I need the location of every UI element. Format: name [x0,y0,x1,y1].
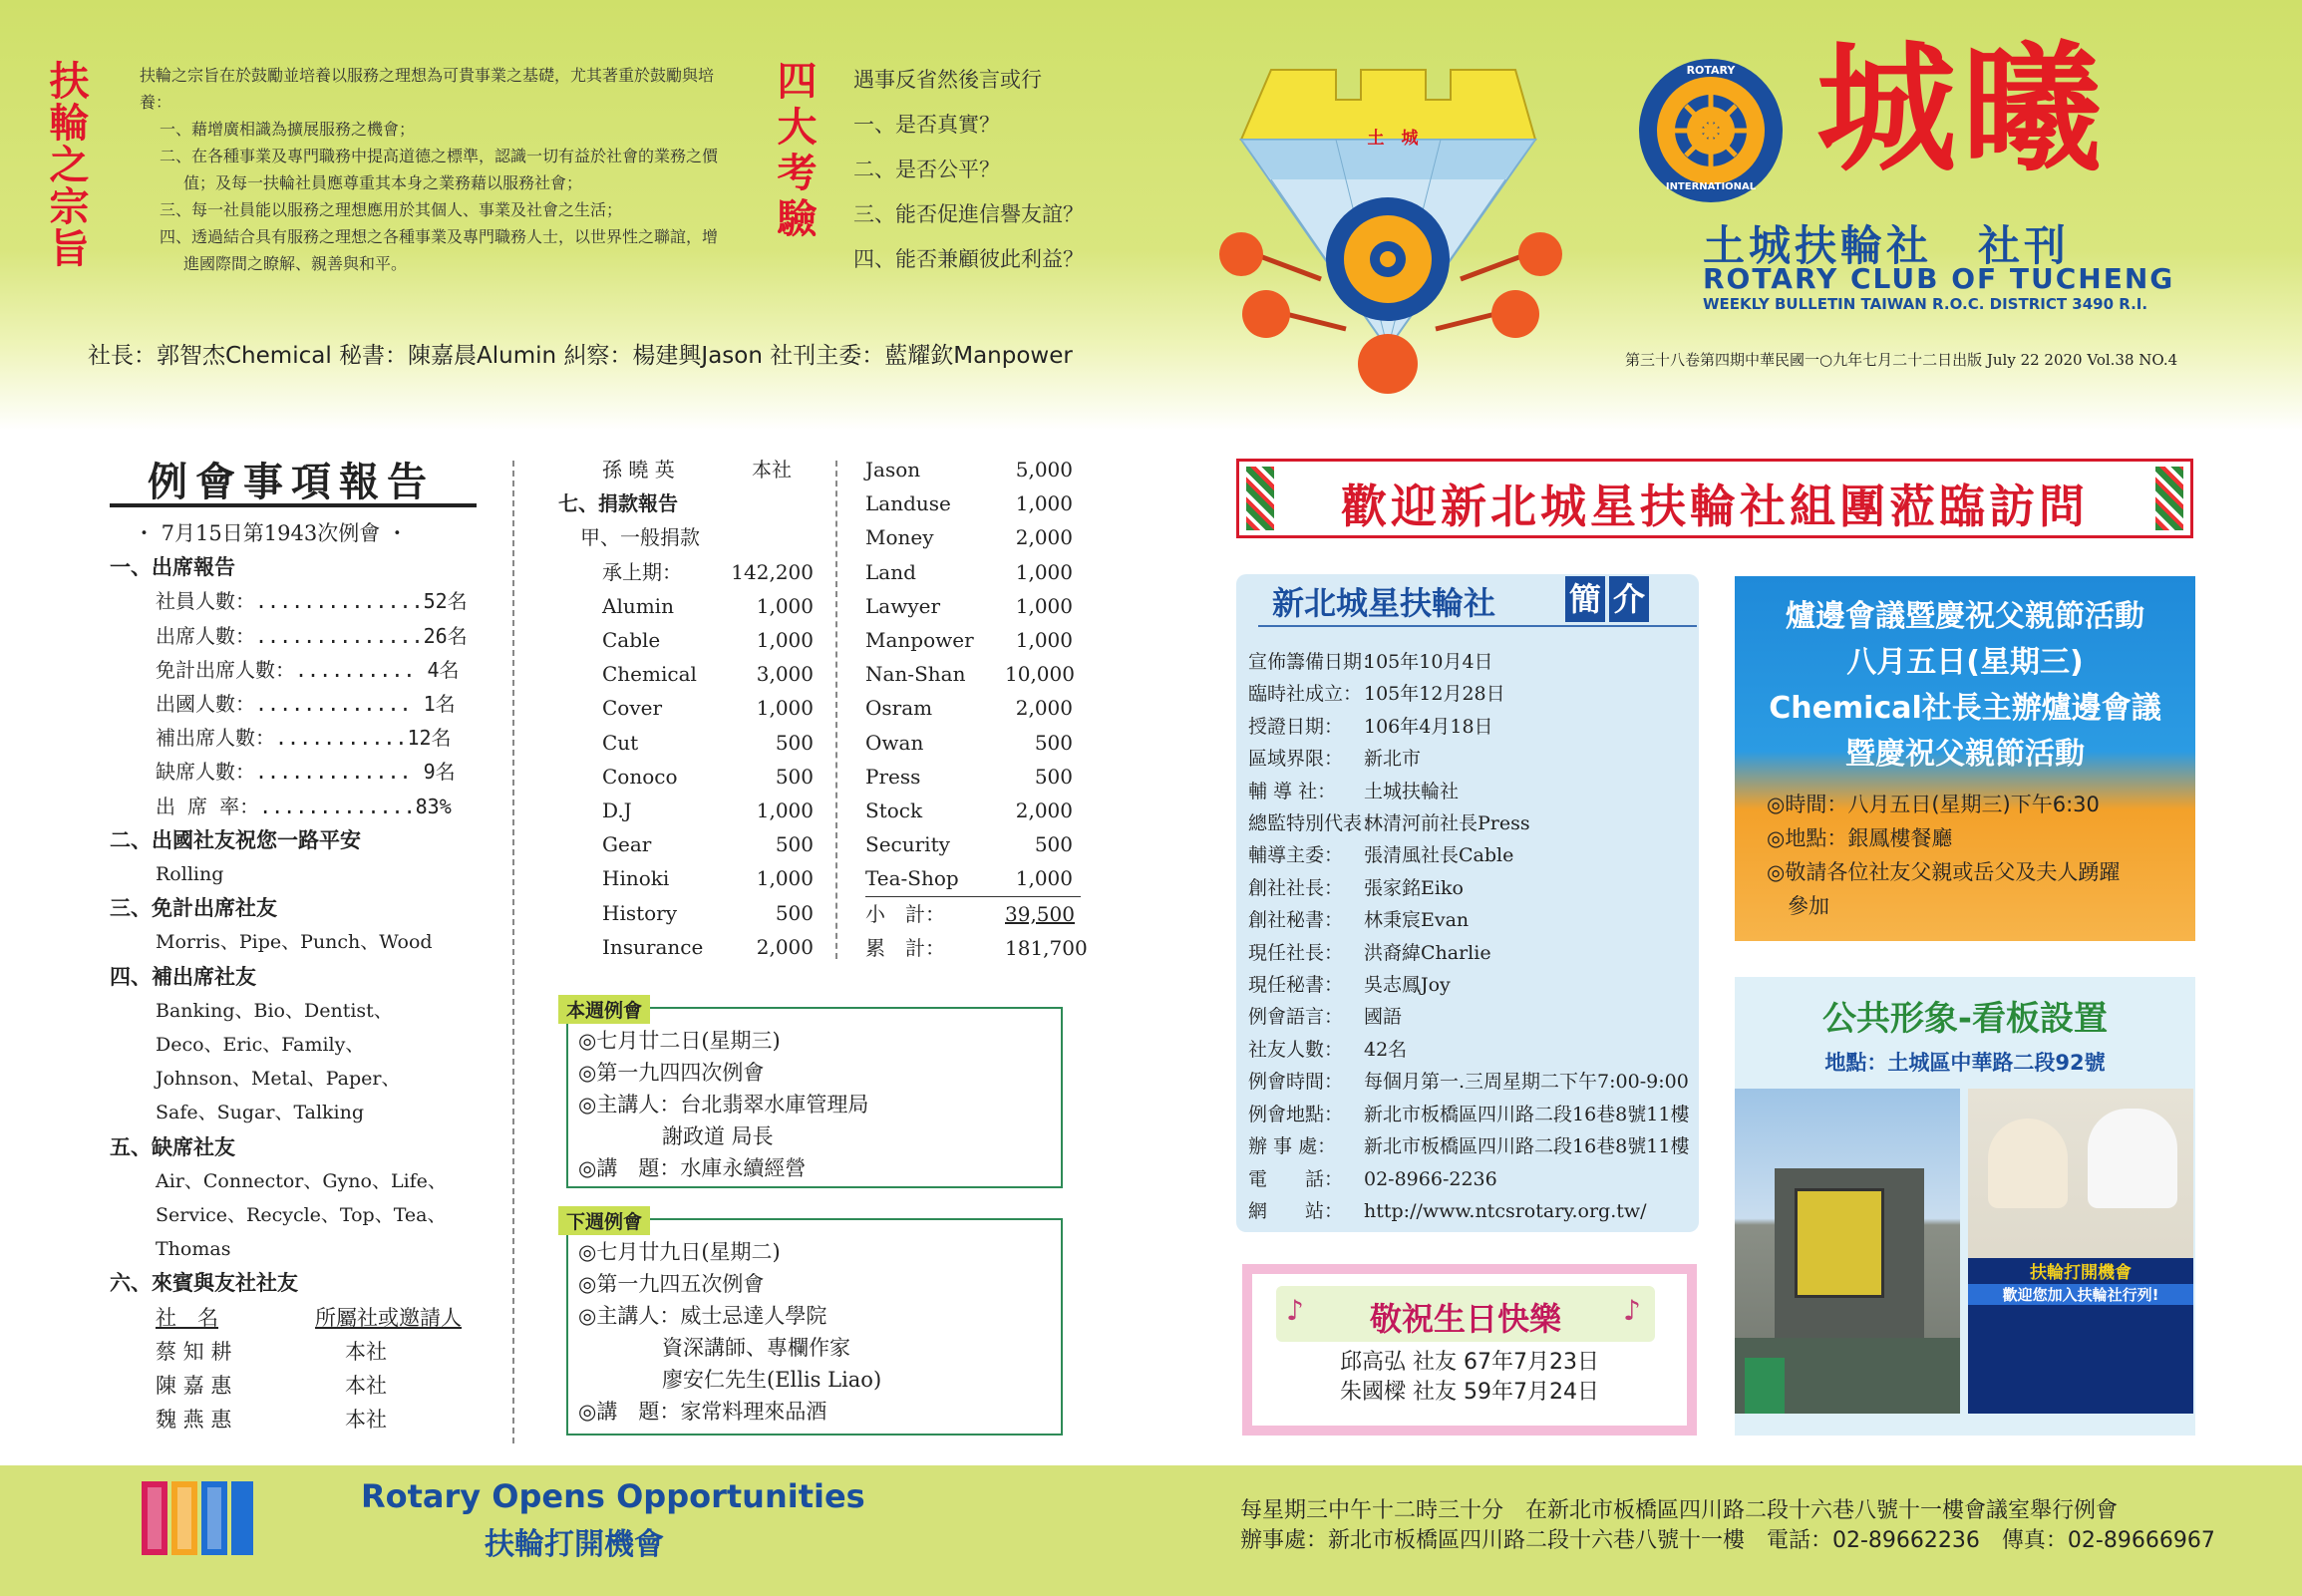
crest-text: 土 城 [1367,129,1419,149]
intro-key: 總監特別代表： [1248,812,1382,835]
donations-subheading: 甲、一般捐款 [580,525,700,550]
intro-tag: 介 [1609,576,1649,622]
donation-row [602,794,827,827]
purpose-intro: 扶輪之宗旨在於鼓勵並培養以服務之理想為可貴事業之基礎，尤其著重於鼓勵與培養： [140,66,715,112]
guest-row [110,1335,489,1369]
donation-row [865,453,1081,486]
subtotal-row [865,896,1081,931]
intro-row [1248,839,1697,871]
attendance-item: 社員人數：..............52名 [156,589,468,614]
this-week-line: 謝政道 局長 [578,1124,774,1148]
donor-name: Cable [602,628,661,653]
donation-row [602,657,827,691]
test-item: 三、能否促進信譽友誼？ [853,202,1084,226]
test-title: 四大考驗 [771,60,818,243]
intro-value: 每個月第一.三周星期二下午7:00-9:00 [1364,1071,1689,1094]
donation-row [602,623,827,657]
donation-amount: 2,000 [756,934,814,959]
emblem-bottom-text: INTERNATIONAL [1665,181,1757,192]
intro-key: 區域界限： [1248,748,1344,771]
attendance-item: 免計出席人數：.......... 4名 [156,657,460,682]
intro-key: 授證日期： [1248,715,1344,738]
donation-amount: 5,000 [1015,458,1073,481]
donor-name: Gear [602,832,652,857]
purpose-item: 二、在各種事業及專門職務中提高道德之標準，認識一切有益於社會的業務之價值；及每一扶輪社員應尊重其本身之業務藉以服務社會； [160,147,719,192]
donation-amount: 500 [1034,764,1073,789]
intro-value: 土城扶輪社 [1364,780,1460,802]
club-name: 土城扶輪社 社刊 [1703,221,2071,270]
donation-row [865,726,1081,760]
donation-row [865,589,1081,623]
donor-name: Owan [865,730,924,755]
meeting-line: ・ 7月15日第1943次例會 ・ [134,521,408,545]
intro-key: 輔 導 社： [1248,780,1337,802]
attendance-item: 出 席 率：.............83% [156,794,452,818]
intro-value: 吳志鳳Joy [1364,974,1451,997]
purpose-item: 三、每一社員能以服務之理想應用於其個人、事業及社會之生活； [160,200,623,219]
footer-slogan-zh: 扶輪打開機會 [485,1527,664,1562]
event-title: Chemical社長主辦爐邊會議 [1769,691,2161,726]
intro-value: 張清風社長Cable [1364,844,1514,867]
donation-row [865,623,1081,657]
next-week-line: ◎第一九四五次例會 [578,1272,765,1296]
bike-lane-shape [1745,1358,1785,1414]
donor-name: Manpower [865,628,974,653]
intro-value: 106年4月18日 [1364,715,1493,738]
intro-title: 新北城星扶輪社 [1272,584,1496,622]
intro-key: 網 站： [1248,1199,1344,1222]
donation-row [865,861,1081,895]
guest-club: 本社 [752,458,792,481]
bell-icon: ♪ [1286,1294,1304,1327]
subtotal-value: 39,500 [1005,901,1075,926]
this-week-line: ◎第一九四四次例會 [578,1061,765,1085]
donation-amount: 500 [775,764,814,789]
donations-column-a [558,453,827,964]
attendance-item: 缺席人數：............. 9名 [156,760,456,785]
absent-heading: 五、缺席社友 [110,1133,235,1159]
intro-value: 02-8966-2236 [1364,1167,1497,1190]
guest-name: 孫 曉 英 [602,458,675,481]
absent-list: Service、Recycle、Top、Tea、 [156,1204,447,1227]
total-value: 181,700 [1005,935,1088,960]
intro-key: 例會地點： [1248,1103,1344,1125]
guests-col-name: 社 名 [156,1305,218,1330]
donation-row [602,589,827,623]
donor-name: Money [865,525,934,550]
club-subtitle: WEEKLY BULLETIN TAIWAN R.O.C. DISTRICT 3490 R.I. [1703,295,2148,313]
intro-value: 新北市板橋區四川路二段16巷8號11樓 [1364,1103,1690,1125]
this-week-line: ◎主講人：台北翡翠水庫管理局 [578,1093,869,1117]
donation-row [865,760,1081,794]
donation-amount: 1,000 [756,798,814,823]
guests-header [110,1301,489,1335]
footer-contact-info: 辦事處：新北市板橋區四川路二段十六巷八號十一樓 電話：02-89662236 傳真：02-89666967 [1240,1528,2215,1553]
test-item: 一、是否真實？ [853,113,1000,137]
intro-value: 105年12月28日 [1364,683,1505,706]
birthday-title: 敬祝生日快樂 [1369,1300,1561,1338]
donor-name: Tea-Shop [865,866,959,891]
intro-key: 現任秘書： [1248,974,1344,997]
bell-icon: ♪ [1623,1294,1641,1327]
guest-name: 蔡 知 耕 [156,1339,232,1364]
donor-name: Osram [865,696,933,721]
birthday-line: 邱高弘 社友 67年7月23日 [1340,1350,1599,1375]
donation-row [865,520,1081,554]
test-item: 四、能否兼顧彼此利益？ [853,247,1084,271]
donor-name: Insurance [602,934,704,959]
intro-key: 創社社長： [1248,876,1344,899]
intro-row [1248,807,1697,839]
absent-list: Thomas [156,1238,231,1261]
guest-row [110,1403,489,1436]
donation-amount: 1,000 [1015,866,1073,891]
birthday-list [1252,1348,1687,1408]
donor-name: Lawyer [865,593,941,618]
open-doors-icon [138,1475,257,1561]
intro-row [1248,711,1697,743]
donation-amount: 1,000 [756,593,814,618]
this-week-line: ◎七月廿二日(星期三) [578,1029,781,1053]
total-row [865,931,1088,965]
event-title: 暨慶祝父親節活動 [1845,737,2085,772]
guest-club: 本社 [345,1374,387,1399]
billboard-location: 地點：土城區中華路二段92號 [1824,1051,2106,1075]
report-title-underline [110,503,477,507]
intro-row [1248,1034,1697,1066]
intro-value: 42名 [1364,1038,1408,1061]
intro-row [1248,646,1697,678]
event-line: ◎地點：銀鳳樓餐廳 [1767,826,1953,850]
donation-amount: 500 [775,832,814,857]
this-week-label: 本週例會 [558,995,650,1024]
billboard-poster-photo [1968,1089,2193,1414]
purpose-item: 四、透過結合具有服務之理想之各種事業及專門職務人士，以世界性之聯誼，增進國際間之瞭解、親善與和平。 [160,227,719,273]
issue-line: 第三十八卷第四期中華民國一○九年七月二十二日出版 July 22 2020 Vol.38 NO.4 [1625,351,2178,369]
intro-key: 臨時社成立： [1248,683,1363,706]
sign-banner: 歡迎您加入扶輪社行列! [1968,1284,2193,1305]
exempt-list: Morris、Pipe、Punch、Wood [156,931,433,954]
club-english: ROTARY CLUB OF TUCHENG [1703,262,2175,295]
donation-row [865,555,1081,589]
billboard-title: 公共形象-看板設置 [1821,999,2109,1039]
intro-row [1248,937,1697,969]
next-week-line: ◎七月廿九日(星期二) [578,1240,781,1264]
officers-line: 社長：郭智杰Chemical 秘書：陳嘉晨Alumin 糾察：楊建興Jason 社刊主委：藍耀欽Manpower [88,343,1073,369]
donation-amount: 3,000 [756,662,814,687]
donations-list-b [865,453,1081,896]
attendance-heading: 一、出席報告 [110,554,235,580]
donation-amount: 2,000 [1015,798,1073,823]
donation-row [602,861,827,895]
donation-amount: 1,000 [1015,628,1073,653]
donor-name: Landuse [865,491,951,516]
intro-tag: 簡 [1565,576,1605,622]
intro-value: 張家銘Eiko [1364,876,1464,899]
test-item: 二、是否公平？ [853,158,1000,181]
intro-value: 新北市 [1364,748,1422,771]
intro-row [1248,743,1697,775]
next-week-content [578,1236,1057,1428]
makeup-list: Johnson、Metal、Paper、 [156,1068,401,1091]
event-titles [1735,594,2195,778]
donation-amount: 142,200 [731,559,814,584]
donation-row [602,691,827,725]
intro-key: 例會時間： [1248,1071,1344,1094]
person-shape [2088,1109,2177,1208]
donation-amount: 500 [775,900,814,925]
intro-key: 輔導主委： [1248,844,1344,867]
attendance-item: 出國人數：............. 1名 [156,692,456,717]
guest-name: 陳 嘉 惠 [156,1374,232,1399]
abroad-heading: 二、出國社友祝您一路平安 [110,826,361,852]
exempt-heading: 三、免計出席社友 [110,895,277,921]
donor-name: Jason [865,458,921,481]
brand-title: 城曦 [1816,28,2109,191]
next-week-line: ◎主講人：威士忌達人學院 [578,1304,827,1328]
column-divider [512,461,514,1443]
next-week-label: 下週例會 [558,1206,650,1235]
donation-amount: 2,000 [1015,696,1073,721]
donor-name: Nan-Shan [865,662,966,687]
billboard-shape [1795,1188,1884,1298]
event-title: 爐邊會議暨慶祝父親節活動 [1786,599,2144,634]
intro-row [1248,1001,1697,1033]
donations-column-b [865,453,1088,965]
donation-amount: 500 [775,730,814,755]
this-week-content [578,1025,1057,1184]
next-week-line: 廖安仁先生(Ellis Liao) [578,1368,882,1392]
donor-name: Stock [865,798,923,823]
intro-key: 電 話： [1248,1167,1344,1190]
donor-name: Press [865,764,921,789]
donation-row [865,827,1081,861]
guest-row [558,453,827,486]
donation-row [602,726,827,760]
event-details [1767,788,2185,923]
guest-row [110,1369,489,1403]
donation-amount: 1,000 [756,628,814,653]
donor-name: D.J [602,798,632,823]
donation-amount: 1,000 [756,696,814,721]
donor-name: Alumin [602,593,674,618]
guest-club: 本社 [345,1339,387,1364]
donor-name: Cut [602,730,639,755]
test-intro: 遇事反省然後言或行 [853,68,1042,92]
intro-value: 林秉宸Evan [1364,909,1470,932]
donor-name: Hinoki [602,866,670,891]
four-way-test [853,58,1133,282]
donations-heading: 七、捐款報告 [558,491,678,516]
donation-row [602,827,827,861]
intro-value: 國語 [1364,1006,1403,1029]
intro-row [1248,1099,1697,1130]
next-week-line: ◎講 題：家常料理來品酒 [578,1400,827,1424]
donor-name: Land [865,559,916,584]
intro-row [1248,872,1697,904]
intro-value: 洪裔緯Charlie [1364,941,1491,964]
donor-name: Cover [602,696,663,721]
donation-row [602,896,827,930]
purpose-item: 一、藉增廣相識為擴展服務之機會； [160,120,416,139]
donation-amount: 1,000 [1015,559,1073,584]
intro-key: 現任社長： [1248,941,1344,964]
donor-name: History [602,900,678,925]
intro-row [1248,1195,1697,1227]
intro-key: 社友人數： [1248,1038,1344,1061]
donor-name: 承上期： [602,559,682,584]
donation-amount: 1,000 [1015,491,1073,516]
intro-row [1248,969,1697,1001]
purpose-title: 扶輪之宗旨 [43,60,90,269]
donation-amount: 500 [1034,730,1073,755]
donations-list-a [558,555,827,964]
intro-row [1248,1066,1697,1098]
donation-amount: 500 [1034,832,1073,857]
donation-row [865,691,1081,725]
attendance-item: 出席人數：..............26名 [156,623,468,648]
sign-title: 扶輪打開機會 [2030,1263,2132,1283]
donation-row [865,486,1081,520]
donation-row [602,555,827,589]
event-line: ◎敬請各位社友父親或岳父及夫人踴躍 [1767,860,2121,884]
intro-value: http://www.ntcsrotary.org.tw/ [1364,1199,1647,1222]
billboard-street-photo [1735,1089,1960,1414]
donation-amount: 1,000 [1015,593,1073,618]
intro-value: 林清河前社長Press [1364,812,1530,835]
intro-value: 105年10月4日 [1364,651,1493,673]
makeup-list: Deco、Eric、Family、 [156,1034,365,1057]
absent-list: Air、Connector、Gyno、Life、 [156,1169,447,1192]
this-week-line: ◎講 題：水庫永續經營 [578,1156,807,1180]
report-body [110,516,489,1436]
donation-row [865,794,1081,827]
footer-slogan-en: Rotary Opens Opportunities [361,1477,865,1515]
donations-divider [835,461,837,959]
welcome-banner-text: 歡迎新北城星扶輪社組團蒞臨訪問 [1341,479,2089,533]
purpose-text [140,62,728,277]
guest-name: 魏 燕 惠 [156,1408,232,1433]
intro-key: 宣佈籌備日期： [1248,651,1382,673]
guests-col-club: 所屬社或邀請人 [315,1305,462,1330]
donor-name: Security [865,832,950,857]
birthday-line: 朱國樑 社友 59年7月24日 [1340,1380,1599,1405]
total-label: 累 計： [865,935,945,960]
makeup-list: Banking、Bio、Dentist、 [156,999,393,1022]
intro-row [1248,678,1697,710]
donation-amount: 1,000 [756,866,814,891]
donation-row [602,930,827,964]
attendance-item: 補出席人數：...........12名 [156,726,452,751]
donor-name: Chemical [602,662,697,687]
intro-value: 新北市板橋區四川路二段16巷8號11樓 [1364,1135,1690,1158]
intro-row [1248,776,1697,807]
intro-details [1248,646,1697,1227]
event-line: ◎時間：八月五日(星期三)下午6:30 [1767,793,2100,816]
donation-row [602,760,827,794]
donation-amount: 2,000 [1015,525,1073,550]
makeup-heading: 四、補出席社友 [110,963,256,989]
donor-name: Conoco [602,764,678,789]
intro-row [1248,904,1697,936]
report-title: 例會事項報告 [148,459,435,505]
emblem-top-text: ROTARY [1686,64,1736,77]
footer-meeting-info: 每星期三中午十二時三十分 在新北市板橋區四川路二段十六巷八號十一樓會議室舉行例會 [1240,1498,2119,1523]
person-shape [1988,1118,2068,1208]
intro-row [1248,1130,1697,1162]
tucheng-crest-logo [1196,60,1585,399]
donation-row [865,657,1081,691]
intro-key: 辦 事 處： [1248,1135,1337,1158]
event-line: 參加 [1767,894,1829,918]
intro-key: 例會語言： [1248,1006,1344,1029]
intro-key: 創社秘書： [1248,909,1344,932]
abroad-list: Rolling [156,863,224,886]
intro-title-rule [1258,625,1697,627]
intro-row [1248,1163,1697,1195]
makeup-list: Safe、Sugar、Talking [156,1102,365,1124]
guest-club: 本社 [345,1408,387,1433]
subtotal-label: 小 計： [865,901,945,926]
donation-amount: 10,000 [1005,662,1075,687]
guests-heading: 六、來賓與友社社友 [110,1270,298,1296]
next-week-line: 資深講師、專欄作家 [578,1336,850,1360]
event-title: 八月五日(星期三) [1846,645,2084,680]
